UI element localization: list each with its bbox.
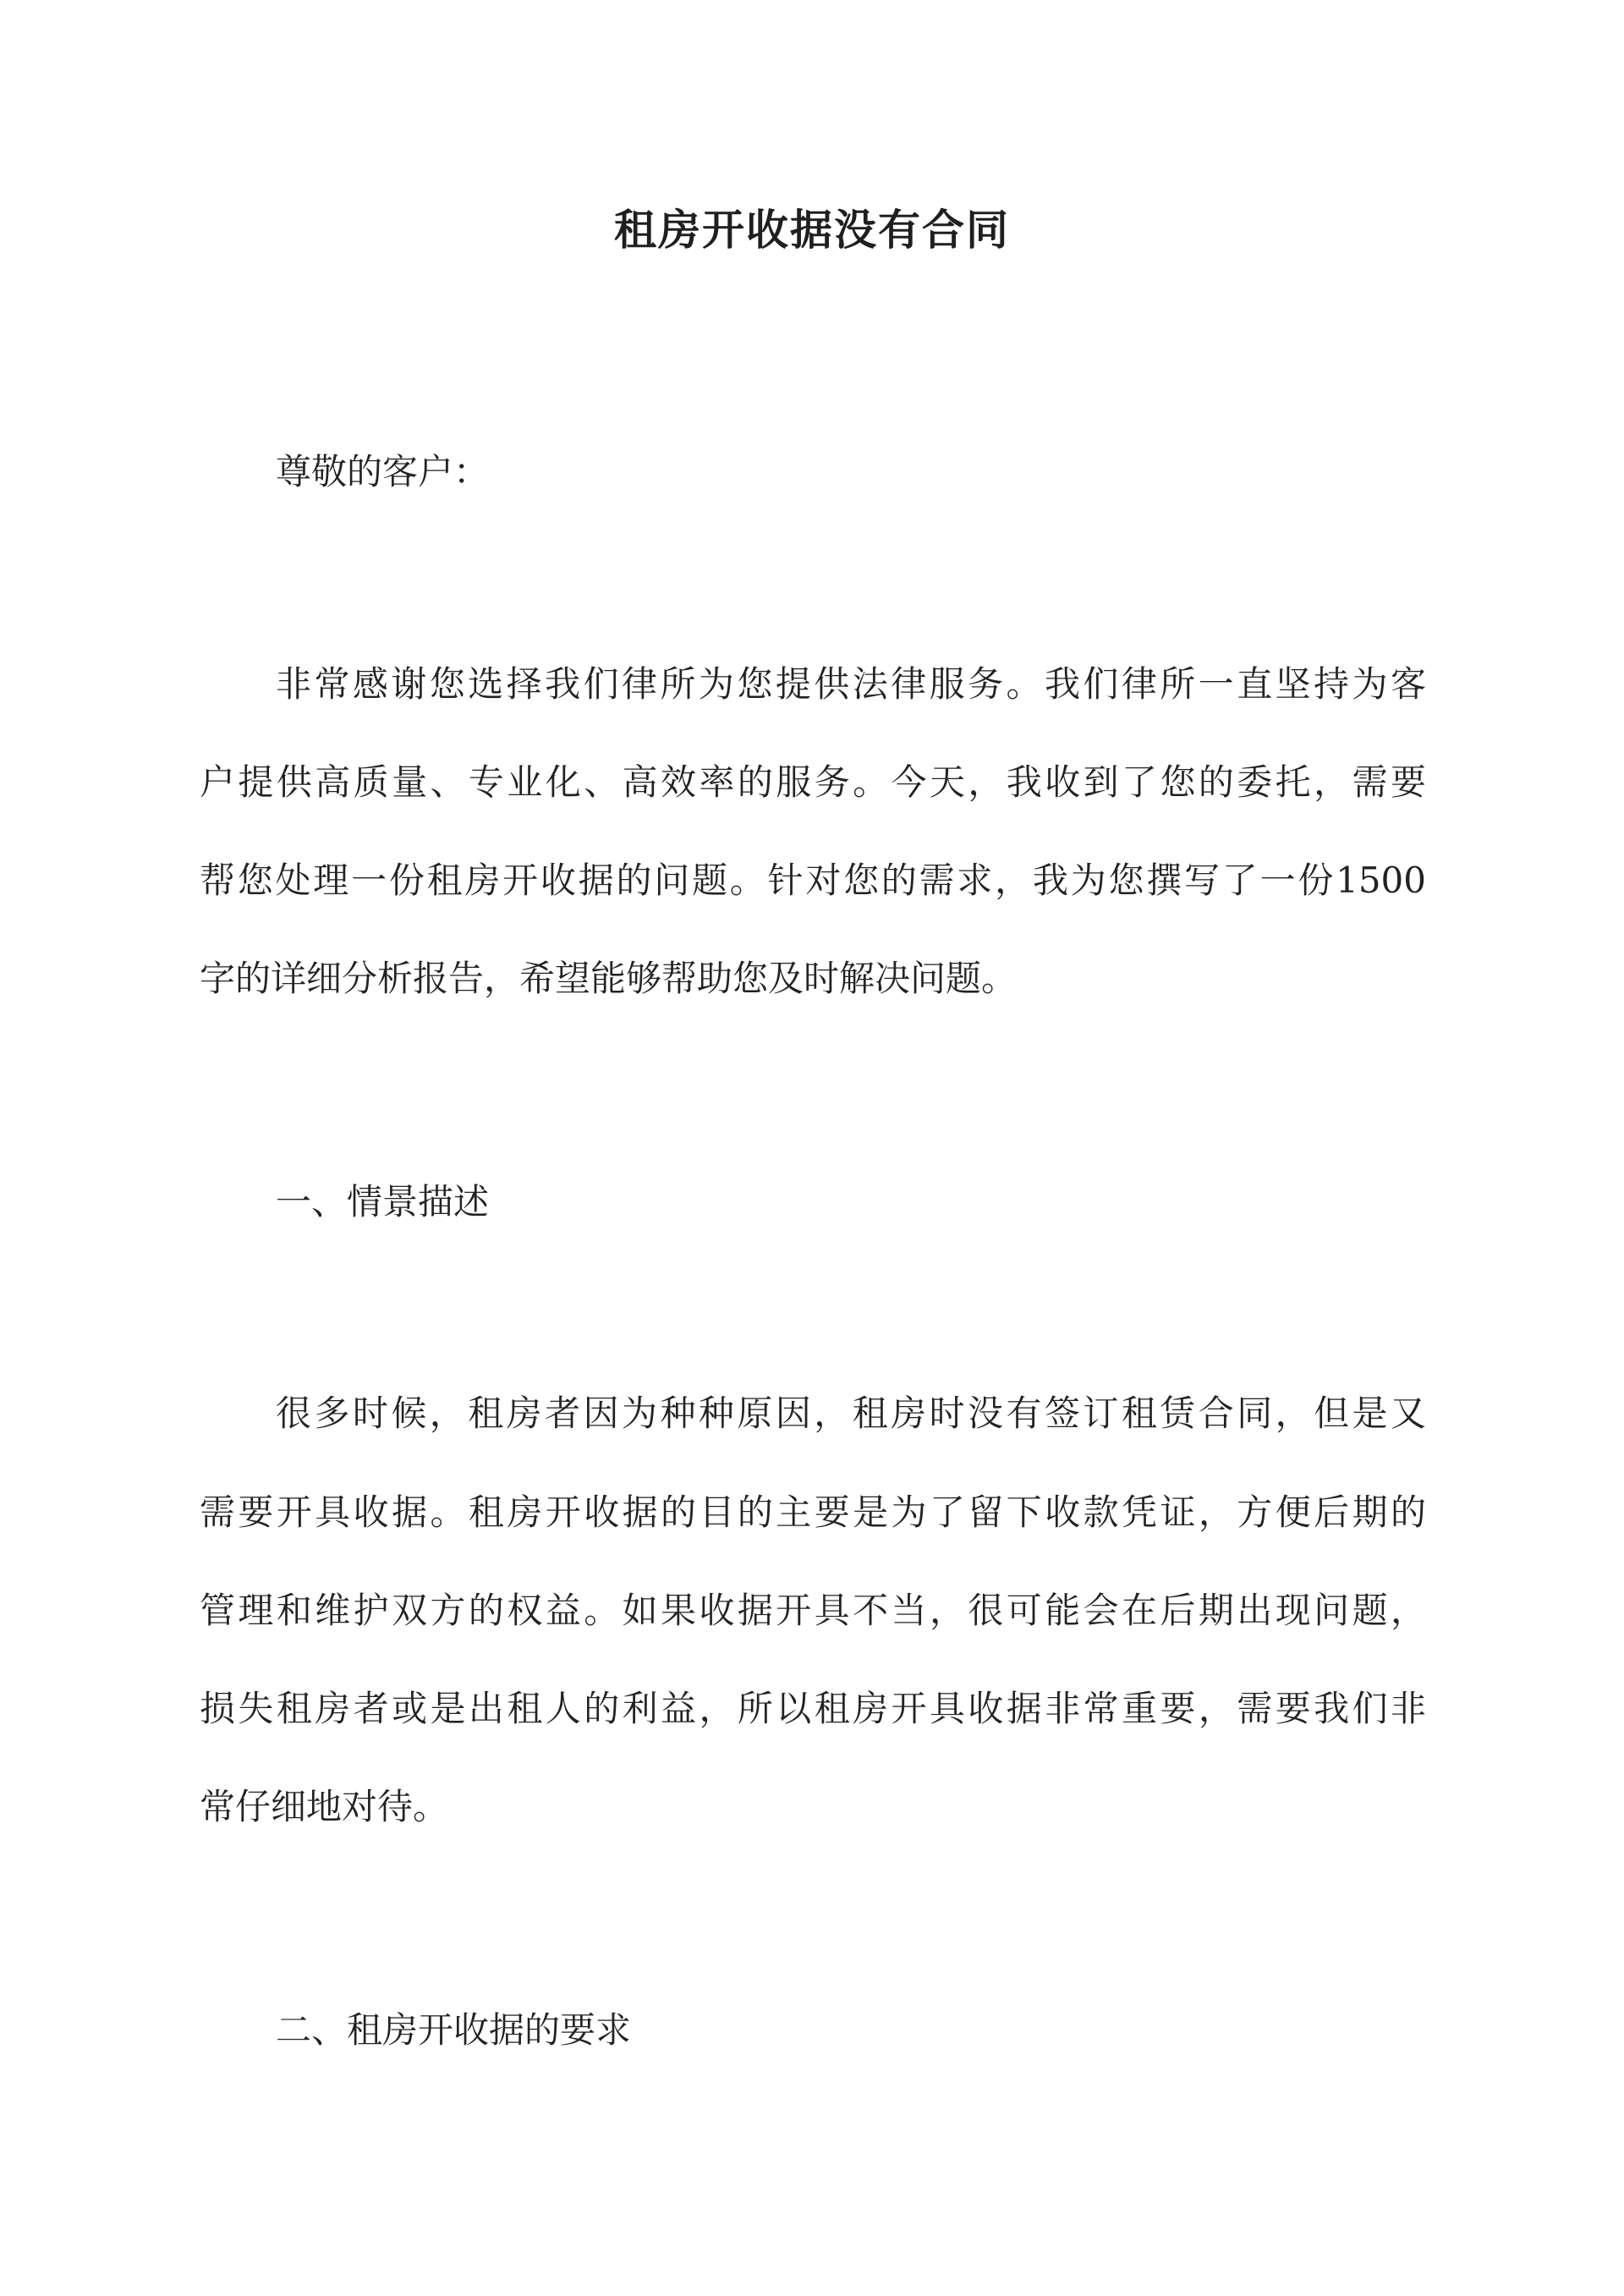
section-heading: 二、租房开收据的要求 [276,2009,632,2051]
intro-paragraph-line: 非常感谢您选择我们律所为您提供法律服务。我们律所一直坚持为客 [276,663,1426,705]
section1-paragraph-line: 需要开具收据。租房开收据的目的主要是为了留下收款凭证，方便后期的 [200,1491,1426,1533]
intro-paragraph-line: 户提供高质量、专业化、高效率的服务。今天，我收到了您的委托，需要 [200,761,1426,803]
document-title: 租房开收据没有合同 [614,205,1010,255]
section1-paragraph-line: 损失租房者或是出租人的利益，所以租房开具收据非常重要，需要我们非 [200,1688,1426,1729]
section1-paragraph-line: 很多时候，租房者因为种种原因，租房时没有签订租赁合同，但是又 [276,1392,1426,1434]
section1-paragraph-line: 管理和维护双方的权益。如果收据开具不当，很可能会在后期出现问题， [200,1590,1426,1631]
salutation: 尊敬的客户： [276,451,490,492]
section-heading: 一、情景描述 [276,1181,490,1222]
intro-paragraph-line: 帮您处理一份租房开收据的问题。针对您的需求，我为您撰写了一份1500 [200,860,1426,901]
section1-paragraph-line: 常仔细地对待。 [200,1786,449,1827]
intro-paragraph-line: 字的详细分析报告，希望能够帮助您及时解决问题。 [200,958,1018,999]
